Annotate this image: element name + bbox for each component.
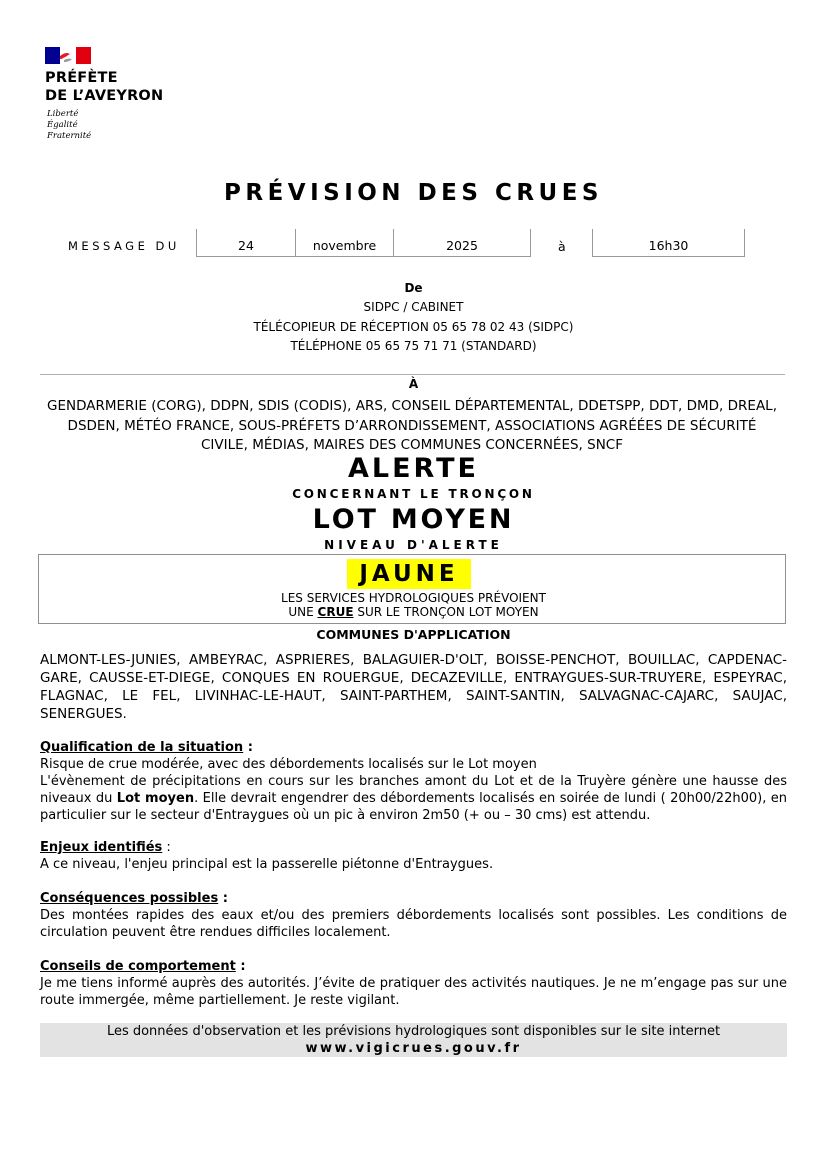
republic-motto (47, 109, 91, 142)
flag-white-band (60, 47, 76, 64)
recipients-line-1: GENDARMERIE (CORG), DDPN, SDIS (CODIS), ARS, CONSEIL DÉPARTEMENTAL, DDETSPP, DDT, DMD, DREAL, (47, 398, 777, 414)
alert-description-line-1: LES SERVICES HYDROLOGIQUES PRÉVOIENT (281, 591, 546, 605)
message-month: novembre (312, 238, 377, 253)
consequences-heading-text: Conséquences possibles (40, 891, 219, 906)
qualification-risk: Risque de crue modérée, avec des débordements localisés sur le Lot moyen (40, 757, 537, 772)
consequences-text: Des montées rapides des eaux et/ou des premiers débordements localisés sont possibles. Les conditions de circulation peuvent être rendues difficiles localement. (40, 908, 787, 940)
message-time-field (592, 229, 745, 257)
qualification-section (40, 739, 787, 824)
prefecture-line-2: DE L’AVEYRON (45, 88, 164, 104)
footer-banner (40, 1023, 787, 1057)
alert-concernant: CONCERNANT LE TRONÇON (292, 487, 535, 501)
recipients-line-3: CIVILE, MÉDIAS, MAIRES DES COMMUNES CONCERNÉES, SNCF (201, 437, 623, 453)
qualification-text-b: . Elle devrait engendrer des débordements localisés en soirée de lundi ( 20h00/22h00), en particulier sur le secteur d'Entraygues où un pic à environ 2m50 (+ ou – 30 cms) est attendu. (40, 791, 787, 823)
vigicrues-link[interactable]: www.vigicrues.gouv.fr (305, 1041, 522, 1056)
sender-phone: TÉLÉPHONE 05 65 75 71 71 (STANDARD) (290, 339, 537, 353)
message-label: MESSAGE DU (68, 239, 180, 253)
recipients-label: À (408, 377, 419, 391)
motto-egalite: Égalité (47, 120, 78, 130)
marianne-profile-icon (60, 47, 76, 64)
enjeux-heading (40, 839, 787, 856)
alert-line2-suffix: SUR LE TRONÇON LOT MOYEN (353, 605, 539, 619)
sender-label: De (404, 281, 423, 295)
alert-line2-prefix: UNE (288, 605, 318, 619)
crue-word: CRUE (317, 605, 354, 619)
enjeux-heading-colon: : (162, 840, 171, 855)
motto-liberte: Liberté (47, 109, 79, 119)
divider (40, 374, 785, 375)
message-day-field (196, 229, 296, 257)
message-day: 24 (238, 238, 254, 253)
recipients-line-2: DSDEN, MÉTÉO FRANCE, SOUS-PRÉFETS D’ARRONDISSEMENT, ASSOCIATIONS AGRÉÉES DE SÉCURITÉ (67, 417, 757, 434)
recipients-list (42, 397, 782, 456)
alert-level-label: NIVEAU D'ALERTE (324, 538, 503, 552)
consequences-section (40, 890, 787, 941)
qualification-text (40, 773, 787, 824)
alert-level-description (0, 591, 827, 619)
enjeux-section (40, 839, 787, 873)
qualification-text-a: L'évènement de précipitations en cours sur les branches amont du Lot et de la Truyère génère une hausse des niveaux du (40, 774, 787, 806)
conseils-heading-colon: : (235, 959, 246, 974)
enjeux-heading-text: Enjeux identifiés (40, 840, 163, 855)
communes-title: COMMUNES D'APPLICATION (316, 627, 511, 642)
conseils-heading (40, 958, 787, 975)
alert-troncon: LOT MOYEN (312, 504, 515, 535)
conseils-heading-text: Conseils de comportement (40, 959, 236, 974)
qualification-text-bold: Lot moyen (116, 791, 195, 806)
republic-flag-logo (45, 47, 91, 64)
flag-blue-band (45, 47, 60, 64)
document-title: PRÉVISION DES CRUES (224, 180, 603, 206)
message-year: 2025 (446, 238, 478, 253)
alert-description-line-2 (0, 605, 827, 619)
sender-fax: TÉLÉCOPIEUR DE RÉCEPTION 05 65 78 02 43 (SIDPC) (253, 319, 574, 334)
qualification-heading (40, 739, 787, 756)
consequences-heading (40, 890, 787, 907)
prefecture-line-1: PRÉFÈTE (45, 70, 118, 86)
motto-fraternite: Fraternité (47, 131, 92, 141)
flag-red-band (76, 47, 91, 64)
conseils-section (40, 958, 787, 1009)
message-time: 16h30 (648, 238, 689, 253)
message-year-field (393, 229, 531, 257)
message-month-field (295, 229, 394, 257)
sender-service: SIDPC / CABINET (363, 300, 464, 314)
conseils-text: Je me tiens informé auprès des autorités. J’évite de pratiquer des activités nautiques. Je ne m’engage pas sur une route immergée, même partiellement. Je reste vigilant. (40, 976, 787, 1008)
sender-block (0, 298, 827, 357)
qualification-heading-colon: : (243, 740, 253, 755)
qualification-heading-text: Qualification de la situation (40, 740, 244, 755)
consequences-heading-colon: : (218, 891, 228, 906)
footer-text: Les données d'observation et les prévisions hydrologiques sont disponibles sur le site internet (106, 1024, 721, 1039)
communes-list: ALMONT-LES-JUNIES, AMBEYRAC, ASPRIERES, BALAGUIER-D'OLT, BOISSE-PENCHOT, BOUILLAC, CAPDENAC-GARE, CAUSSE-ET-DIEGE, CONQUES EN ROUERGUE, DECAZEVILLE, ENTRAYGUES-SUR-TRUYERE, ESPEYRAC, FLAGNAC, LE FEL, LIVINHAC-LE-HAUT, SAINT-PARTHEM, SAINT-SANTIN, SALVAGNAC-CAJARC, SAUJAC, SENERGUES. (40, 652, 787, 722)
alert-title: ALERTE (348, 453, 479, 484)
enjeux-text: A ce niveau, l'enjeu principal est la passerelle piétonne d'Entraygues. (40, 857, 494, 872)
prefecture-name (45, 69, 163, 105)
alert-level-badge: JAUNE (347, 559, 471, 589)
message-at: à (558, 239, 566, 254)
